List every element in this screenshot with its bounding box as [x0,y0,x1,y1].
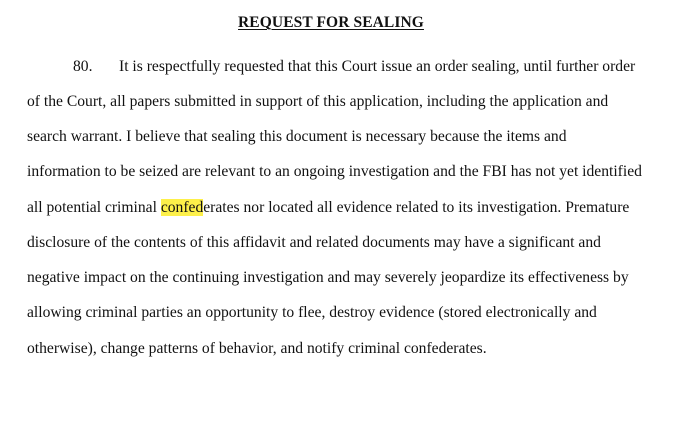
paragraph-line-9: otherwise), change patterns of behavior, and notify criminal confederates. [27,340,487,357]
paragraph-line-7: negative impact on the continuing investigation and may severely jeopardize its effectiveness by [27,269,629,286]
line-text-after: erates nor located all evidence related to its investigation. Premature [203,199,630,216]
line-text: It is respectfully requested that this Court issue an order sealing, until further order [119,58,636,75]
paragraph-line-8: allowing criminal parties an opportunity to flee, destroy evidence (stored electronically and [27,304,597,321]
section-heading: REQUEST FOR SEALING [238,14,424,31]
highlighted-text: confed [160,199,204,216]
paragraph-line-6: disclosure of the contents of this affidavit and related documents may have a significant and [27,234,601,251]
paragraph-line-2: of the Court, all papers submitted in support of this application, including the application and [27,93,609,110]
paragraph-line-4: information to be seized are relevant to an ongoing investigation and the FBI has not yet identified [27,163,642,180]
paragraph-line-5 [27,198,629,218]
paragraph-number: 80. [73,58,93,75]
paragraph-line-3: search warrant. I believe that sealing this document is necessary because the items and [27,128,567,145]
line-text-before: all potential criminal [27,199,161,216]
paragraph-line-1 [27,57,635,77]
